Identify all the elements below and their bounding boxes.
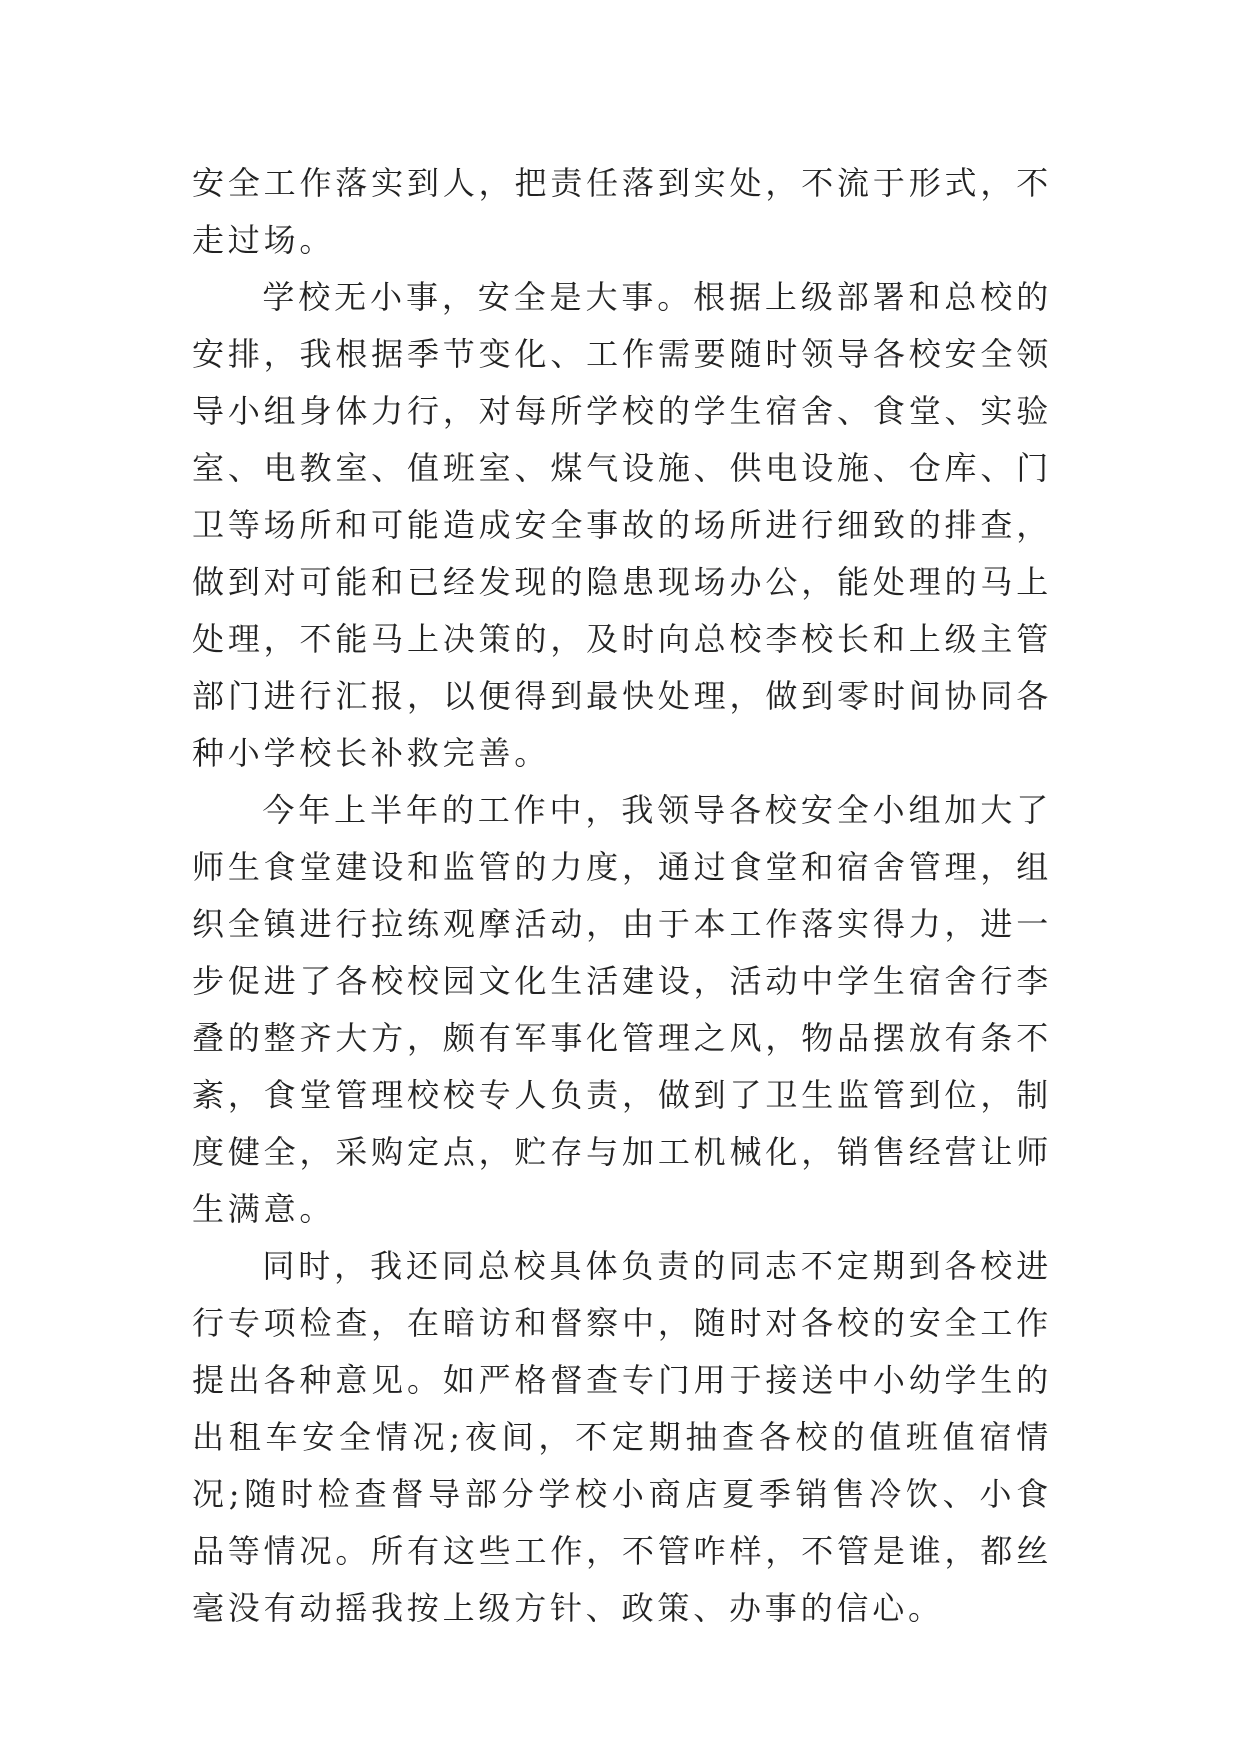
paragraph-special-inspection: 同时，我还同总校具体负责的同志不定期到各校进行专项检查，在暗访和督察中，随时对各校的安全工作提出各种意见。如严格督查专门用于接送中小幼学生的出租车安全情况;夜间，不定期抽查各校的值班值宿情况;随时检查督导部分学校小商店夏季销售冷饮、小食品等情况。所有这些工作，不管咋样，不管是谁，都丝毫没有动摇我按上级方针、政策、办事的信心。 (192, 1247, 1052, 1627)
document-body (192, 155, 1052, 1637)
paragraph-continuation: 安全工作落实到人，把责任落到实处，不流于形式，不走过场。 (192, 164, 1052, 259)
paragraph-canteen-management: 今年上半年的工作中，我领导各校安全小组加大了师生食堂建设和监管的力度，通过食堂和宿舍管理，组织全镇进行拉练观摩活动，由于本工作落实得力，进一步促进了各校校园文化生活建设，活动中学生宿舍行李叠的整齐大方，颇有军事化管理之风，物品摆放有条不紊，食堂管理校校专人负责，做到了卫生监管到位，制度健全，采购定点，贮存与加工机械化，销售经营让师生满意。 (192, 791, 1052, 1228)
paragraph-school-safety: 学校无小事，安全是大事。根据上级部署和总校的安排，我根据季节变化、工作需要随时领导各校安全领导小组身体力行，对每所学校的学生宿舍、食堂、实验室、电教室、值班室、煤气设施、供电设施、仓库、门卫等场所和可能造成安全事故的场所进行细致的排查，做到对可能和已经发现的隐患现场办公，能处理的马上处理，不能马上决策的，及时向总校李校长和上级主管部门进行汇报，以便得到最快处理，做到零时间协同各种小学校长补救完善。 (192, 278, 1052, 772)
